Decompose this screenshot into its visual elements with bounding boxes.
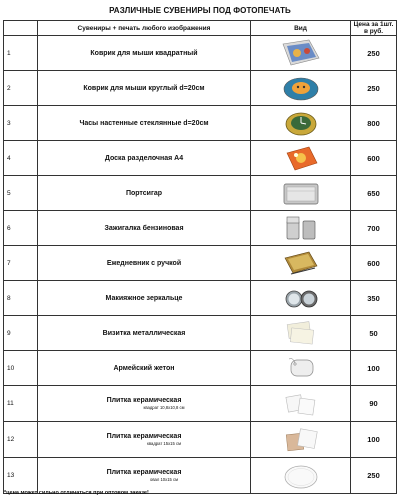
row-name-main: Плитка керамическая [106,433,182,440]
row-number: 11 [4,386,38,422]
table-row [4,141,397,176]
row-name-size: овал 10х15 см [150,477,178,482]
mouse-pad-square-icon [251,36,351,71]
column-header-price: Цена за 1шт. в руб. [351,21,397,36]
row-price: 800 [351,106,397,141]
tile-square-large-icon [251,422,351,458]
footnote: *цена может сильно отличаться при оптовом заказе! [4,490,149,496]
row-name: Портсигар [38,176,251,211]
row-name [38,386,251,422]
row-price: 650 [351,176,397,211]
row-name: Визитка металлическая [38,316,251,351]
row-number: 12 [4,422,38,458]
row-number: 6 [4,211,38,246]
row-price: 250 [351,36,397,71]
row-number: 3 [4,106,38,141]
row-price: 250 [351,71,397,106]
row-name-main: Плитка керамическая [106,469,182,476]
row-price: 100 [351,351,397,386]
tile-square-small-icon [251,386,351,422]
price-table [3,20,397,494]
row-number: 7 [4,246,38,281]
table-row [4,246,397,281]
compact-mirror-icon [251,281,351,316]
tile-oval-icon [251,458,351,494]
row-price: 250 [351,458,397,494]
row-number: 5 [4,176,38,211]
row-number: 8 [4,281,38,316]
row-price: 100 [351,422,397,458]
table-row [4,36,397,71]
row-number: 4 [4,141,38,176]
table-row [4,422,397,458]
column-header-souvenir: Сувениры + печать любого изображения [38,21,251,36]
table-row [4,176,397,211]
row-name-size: квадрат 15х15 см [147,441,181,446]
table-row [4,71,397,106]
table-row [4,281,397,316]
row-price: 350 [351,281,397,316]
row-name-main: Плитка керамическая [106,397,182,404]
table-row [4,386,397,422]
row-name: Зажигалка бензиновая [38,211,251,246]
row-number: 13 [4,458,38,494]
row-name: Коврик для мыши квадратный [38,36,251,71]
row-price: 90 [351,386,397,422]
table-row [4,316,397,351]
row-name: Коврик для мыши круглый d=20см [38,71,251,106]
row-number: 9 [4,316,38,351]
row-name: Ежедневник с ручкой [38,246,251,281]
table-header-row [4,21,397,36]
glass-clock-icon [251,106,351,141]
row-number: 1 [4,36,38,71]
row-name [38,422,251,458]
mouse-pad-round-icon [251,71,351,106]
cigarette-case-icon [251,176,351,211]
row-price: 700 [351,211,397,246]
table-row [4,351,397,386]
row-price: 600 [351,246,397,281]
row-name: Макияжное зеркальце [38,281,251,316]
row-price: 600 [351,141,397,176]
row-name-size: квадрат 10,8х10,8 см [143,405,185,410]
table-row [4,211,397,246]
table-row [4,458,397,494]
column-header-view: Вид [251,21,351,36]
row-number: 2 [4,71,38,106]
row-name: Часы настенные стеклянные d=20см [38,106,251,141]
row-number: 10 [4,351,38,386]
cutting-board-icon [251,141,351,176]
lighter-icon [251,211,351,246]
dog-tag-icon [251,351,351,386]
planner-icon [251,246,351,281]
table-row [4,106,397,141]
row-name: Доска разделочная А4 [38,141,251,176]
row-price: 50 [351,316,397,351]
column-header-number [4,21,38,36]
page-title: РАЗЛИЧНЫЕ СУВЕНИРЫ ПОД ФОТОПЕЧАТЬ [109,6,291,15]
row-name: Армейский жетон [38,351,251,386]
metal-card-icon [251,316,351,351]
row-name [38,458,251,494]
